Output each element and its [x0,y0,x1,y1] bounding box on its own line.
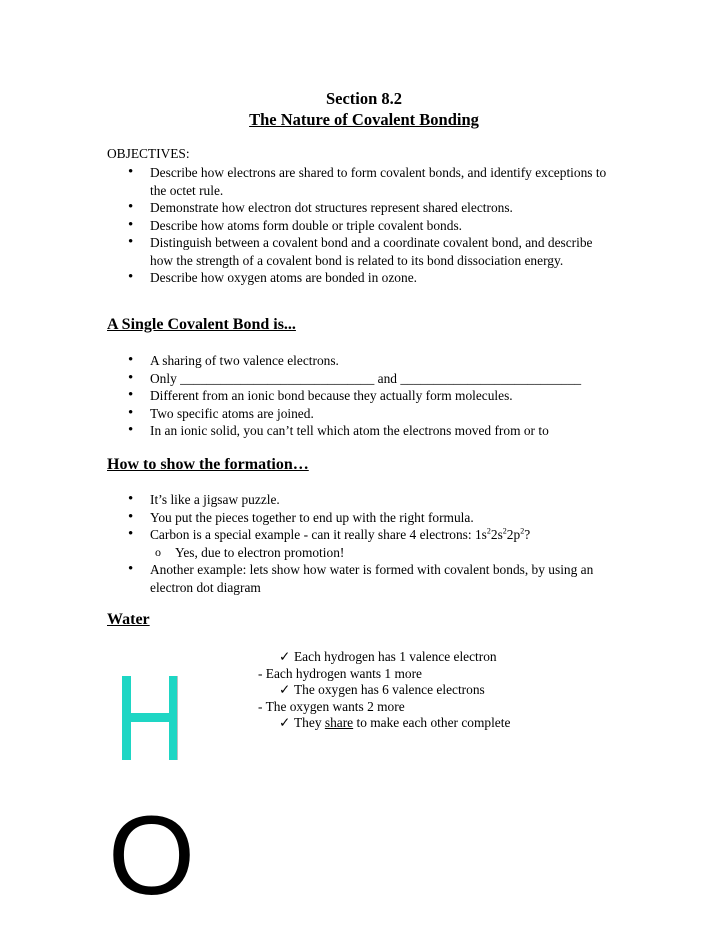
checklist-item [258,715,578,732]
list-item: • A sharing of two valence electrons. [107,352,647,370]
section-heading-single-bond: A Single Covalent Bond is... [107,316,296,333]
config-part: 2p [506,527,521,542]
water-notes [258,649,578,732]
share-word: share [324,715,354,730]
list-item: • In an ionic solid, you can’t tell which atom the electrons moved from or to [107,422,647,440]
list-item: • Different from an ionic bond because they actually form molecules. [107,387,647,405]
superscript: 2 [502,526,507,536]
sub-list-item: o Yes, due to electron promotion! [107,544,627,562]
list-item: • Only _____________________________ and ___________________________ [107,370,647,388]
objectives-list [107,164,607,287]
list-item [107,526,627,544]
list-item: • Describe how atoms form double or triple covalent bonds. [107,217,607,235]
oxygen-symbol: O [108,793,196,918]
checklist-item [258,649,578,666]
check-text: to make each other complete [353,715,511,730]
config-part: 2s [490,527,503,542]
h-right-edge-line [177,676,178,760]
dash-line: - Each hydrogen wants 1 more [258,665,422,681]
section-heading-water: Water [107,611,150,628]
check-text: Each hydrogen has 1 valence electron [294,649,497,664]
list-item: • Describe how electrons are shared to form covalent bonds, and identify exceptions to the octet rule. [107,164,607,199]
objectives-heading: OBJECTIVES: [107,146,190,161]
superscript: 2 [520,526,525,536]
checklist-item [258,682,578,699]
h-right-stem [169,676,178,760]
check-icon: ✓ [279,682,291,697]
list-item: • It’s like a jigsaw puzzle. [107,491,627,509]
check-text: They [294,715,325,730]
check-icon: ✓ [279,715,291,730]
list-item: • Demonstrate how electron dot structures represent shared electrons. [107,199,607,217]
list-item: • You put the pieces together to end up with the right formula. [107,509,627,527]
page-title: The Nature of Covalent Bonding [249,110,479,129]
list-item: • Another example: lets show how water is formed with covalent bonds, by using an electron dot diagram [107,561,627,596]
dash-line: - The oxygen wants 2 more [258,698,405,714]
carbon-text: Carbon is a special example - can it really share 4 electrons: 1s [150,527,487,542]
section-number: Section 8.2 [325,89,403,108]
single-bond-list [107,352,647,440]
check-text: The oxygen has 6 valence electrons [294,682,485,697]
formation-list [107,491,627,596]
list-item: • Describe how oxygen atoms are bonded in ozone. [107,269,607,287]
hydrogen-symbol [122,676,178,760]
superscript: 2 [486,526,491,536]
section-heading-formation: How to show the formation… [107,456,309,473]
config-part: ? [524,527,531,542]
check-icon: ✓ [279,649,291,664]
list-item: • Two specific atoms are joined. [107,405,647,423]
list-item: • Distinguish between a covalent bond and a coordinate covalent bond, and describe how the strength of a covalent bond is related to its bond dissociation energy. [107,234,607,269]
